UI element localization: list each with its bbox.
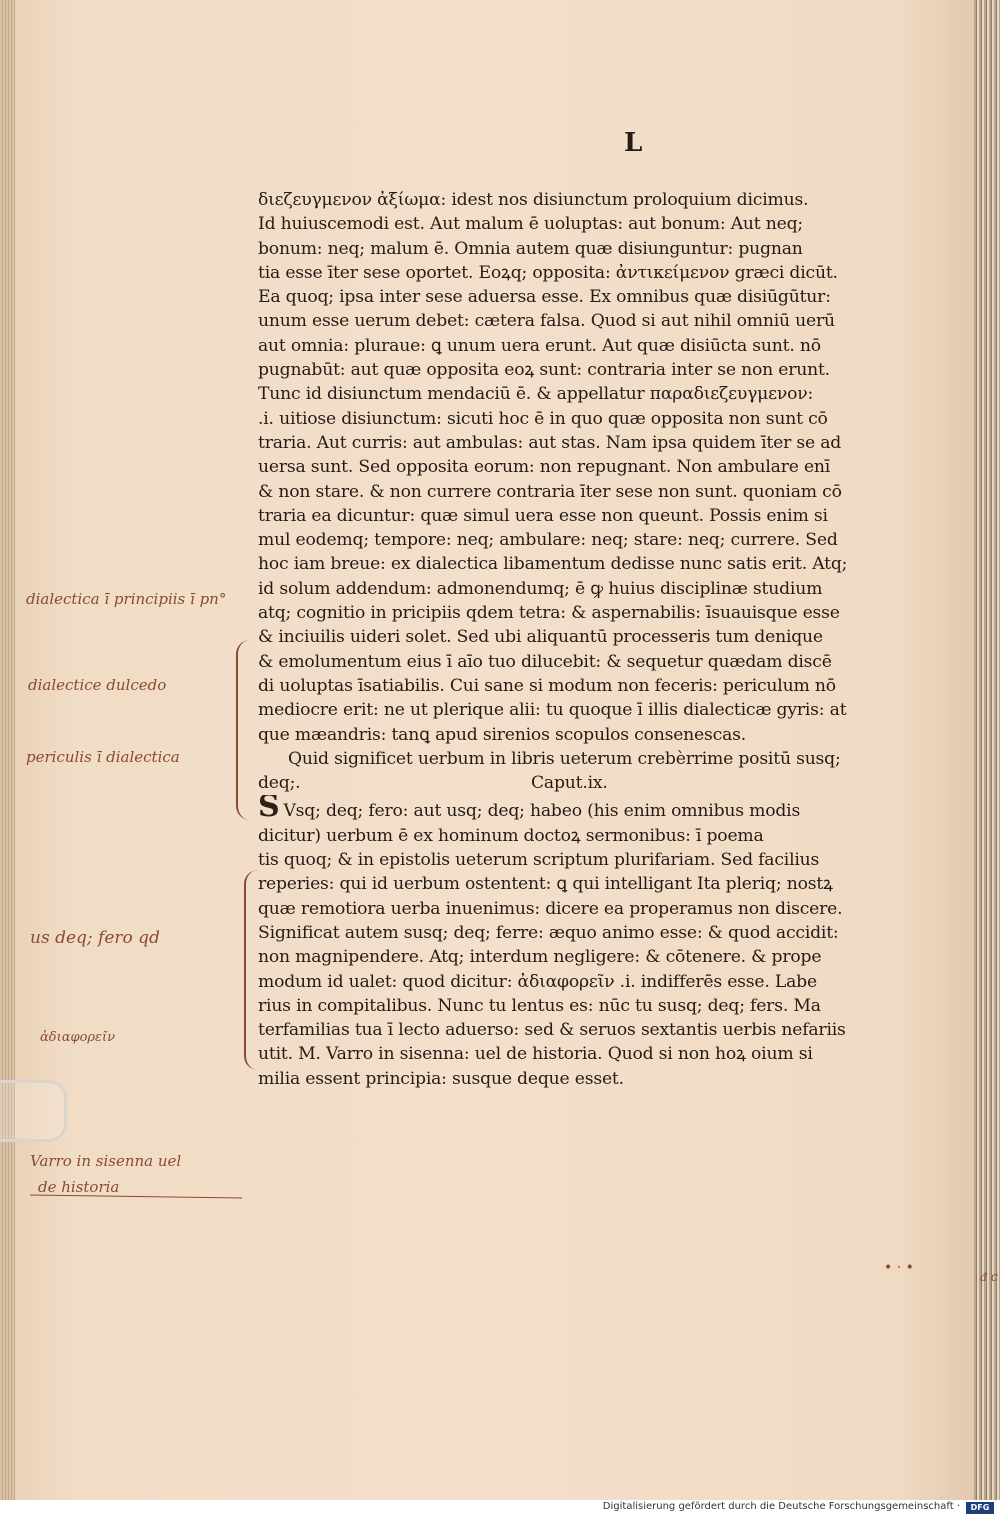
right-margin-note: ᵭ c xyxy=(980,1270,998,1285)
text-line: Ea quoq; ipsa inter sese aduersa esse. Ex omnibus quæ disiūgūtur: xyxy=(258,287,831,308)
footer-bar xyxy=(0,1500,1000,1516)
chapter-line: tis quoq; & in epistolis ueterum scriptum plurifariam. Sed facilius xyxy=(258,850,820,871)
margin-bracket xyxy=(236,640,252,820)
chapter-line: quæ remotiora uerba inuenimus: dicere ea properamus non discere. xyxy=(258,898,843,919)
text-line: tia esse īter sese oportet. Eoꝝq; opposita: ἀντικείμενον græci dicūt. xyxy=(258,262,838,283)
text-line: & inciuilis uideri solet. Sed ubi aliquantū processeris tum denique xyxy=(258,627,823,648)
paper-clip xyxy=(0,1080,67,1142)
folio-number: L xyxy=(624,128,643,158)
text-line: uersa sunt. Sed opposita eorum: non repugnant. Non ambulare enī xyxy=(258,457,831,478)
chapter-heading-tail xyxy=(258,771,878,795)
margin-note: Varro in sisenna uel xyxy=(30,1152,182,1170)
chapter-line: reperies: qui id uerbum ostentent: ꝗ qui intelligant Ita pleriq; nostꝝ xyxy=(258,874,833,895)
main-text-block xyxy=(258,188,878,1091)
margin-note: de historia xyxy=(38,1178,120,1196)
text-line: .i. uitiose disiunctum: sicuti hoc ē in quo quæ opposita non sunt cō xyxy=(258,408,828,429)
page-edge-left xyxy=(0,0,14,1500)
text-line: mul eodemq; tempore: neq; ambulare: neq; stare: neq; currere. Sed xyxy=(258,530,838,551)
text-line: unum esse uerum debet: cætera falsa. Quod si aut nihil omniū uerū xyxy=(258,311,835,332)
margin-note: us deq; fero qd xyxy=(30,928,160,948)
text-line: & non stare. & non currere contraria īter sese non sunt. quoniam cō xyxy=(258,481,842,502)
margin-note: ἀδιαφορεῖν xyxy=(40,1030,116,1045)
chapter-line: milia essent principia: susque deque esset. xyxy=(258,1068,624,1089)
text-line: traria ea dicuntur: quæ simul uera esse non queunt. Possis enim si xyxy=(258,505,828,526)
text-line: que mæandris: tanꝗ apud sirenios scopulos consenescas. xyxy=(258,724,746,745)
ink-spots: • ‧ • xyxy=(884,1260,914,1276)
chapter-line: Significat autem susq; deq; ferre: æquo animo esse: & quod accidit: xyxy=(258,922,839,943)
margin-note: dialectice dulcedo xyxy=(28,676,167,694)
text-line: aut omnia: pluraue: ꝗ unum uera erunt. Aut quæ disiūcta sunt. nō xyxy=(258,335,821,356)
text-line: pugnabūt: aut quæ opposita eoꝝ sunt: contraria inter se non erunt. xyxy=(258,360,830,381)
text-line: id solum addendum: admonendumq; ē ꝙ huius disciplinæ studium xyxy=(258,578,823,599)
text-line: di uoluptas īsatiabilis. Cui sane si modum non feceris: periculum nō xyxy=(258,675,836,696)
text-line: bonum: neq; malum ē. Omnia autem quæ disiunguntur: pugnan xyxy=(258,238,803,259)
text-line: & emolumentum eius ī aīo tuo dilucebit: & sequetur quædam discē xyxy=(258,651,832,672)
chapter-heading: Quid significet uerbum in libris ueterum crebèrrime positū susq; xyxy=(288,748,841,769)
funding-attribution: Digitalisierung gefördert durch die Deutsche Forschungsgemeinschaft · xyxy=(602,1501,960,1512)
chapter-line: non magnipendere. Atq; interdum negligere: & cōtenere. & prope xyxy=(258,947,822,968)
chapter-label: Caput.ix. xyxy=(530,773,608,794)
text-line: Tunc id disiunctum mendaciū ē. & appellatur παραδιεζευγμενον: xyxy=(258,384,814,405)
text-line: Id huiuscemodi est. Aut malum ē uoluptas: aut bonum: Aut neq; xyxy=(258,214,804,235)
chapter-line: rius in compitalibus. Nunc tu lentus es: nūc tu susq; deq; fers. Ma xyxy=(258,995,821,1016)
dfg-logo: DFG xyxy=(966,1502,994,1514)
text-line: mediocre erit: ne ut plerique alii: tu quoque ī illis dialecticæ gyris: at xyxy=(258,700,847,721)
chapter-line: dicitur) uerbum ē ex hominum doctoꝝ sermonibus: ī poema xyxy=(258,825,764,846)
chapter-line: terfamilias tua ī lecto aduerso: sed & seruos sextantis uerbis nefariis xyxy=(258,1020,846,1041)
text-line: διεζευγμενον ἀξίωμα: idest nos disiunctum proloquium dicimus. xyxy=(258,190,809,210)
chapter-line: utit. M. Varro in sisenna: uel de historia. Quod si non hoꝝ oium si xyxy=(258,1044,813,1065)
margin-note: dialectica ī principiis ī pn° xyxy=(26,590,227,608)
text-line: hoc iam breue: ex dialectica libamentum dedisse nunc satis erit. Atq; xyxy=(258,554,848,575)
text-line: traria. Aut curris: aut ambulas: aut stas. Nam ipsa quidem īter se ad xyxy=(258,432,842,453)
chapter-line: modum id ualet: quod dicitur: ἀδιαφορεῖν .i. indifferēs esse. Labe xyxy=(258,971,817,992)
initial-capital: S xyxy=(258,795,280,824)
chapter-heading-end: deq;. xyxy=(258,773,301,794)
chapter-line xyxy=(258,795,878,823)
chapter-line-text: Vsq; deq; fero: aut usq; deq; habeo (his enim omnibus modis xyxy=(283,801,801,822)
text-line: atq; cognitio in pricipiis qdem tetra: & aspernabilis: īsuauisque esse xyxy=(258,603,840,624)
margin-bracket xyxy=(244,870,260,1070)
margin-note: periculis ī dialectica xyxy=(26,748,180,766)
